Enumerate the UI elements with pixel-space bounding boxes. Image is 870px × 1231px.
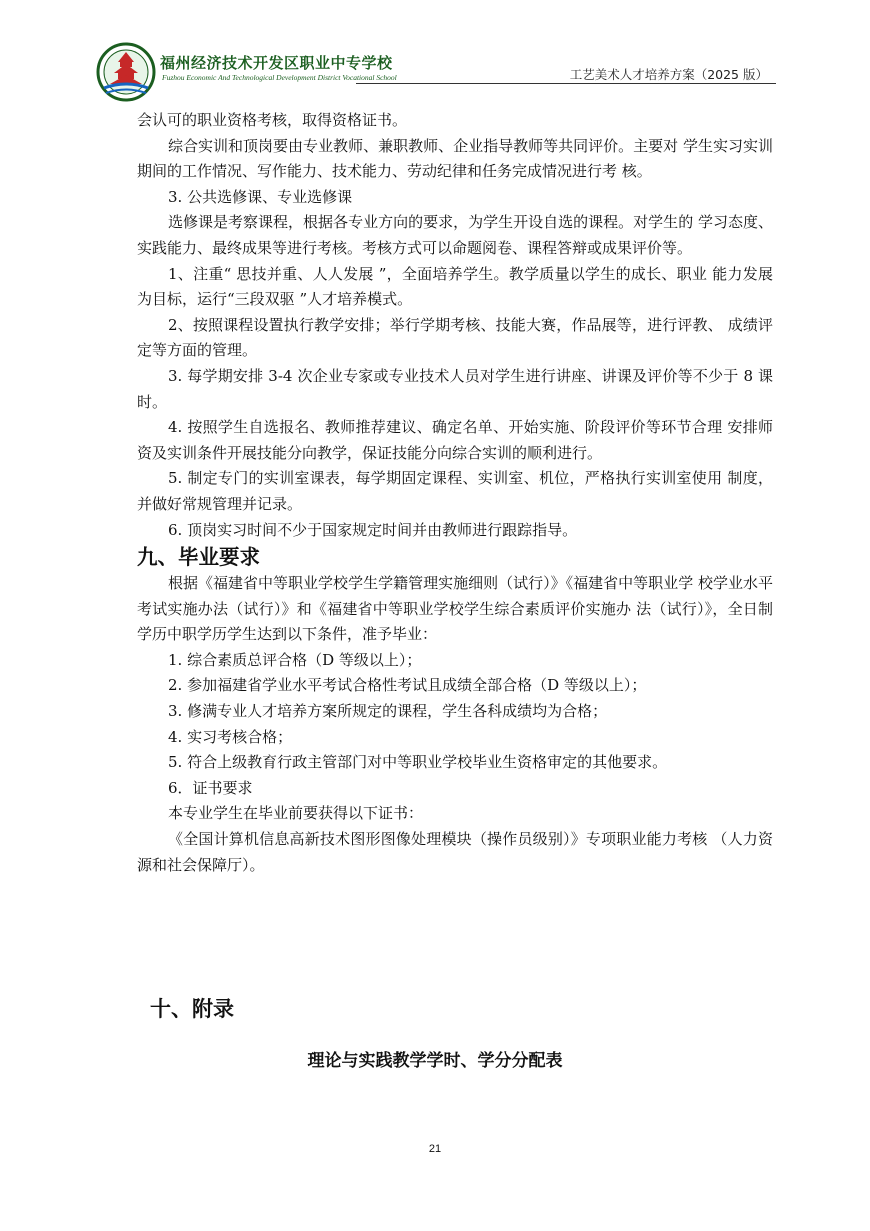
table-title: 理论与实践教学学时、学分分配表	[307, 1051, 563, 1071]
paragraph: 会认可的职业资格考核，取得资格证书。	[137, 111, 408, 129]
paragraph: 6. 顶岗实习时间不少于国家规定时间并由教师进行跟踪指导。	[168, 520, 578, 539]
paragraph: 1、注重“ 思技并重、人人发展 ”，全面培养学生。教学质量以学生的成长、职业 能力发展为目标，运行“三段双驱 ”人才培养模式。	[137, 264, 773, 309]
paragraph: 5. 制定专门的实训室课表，每学期固定课程、实训室、机位，严格执行实训室使用 制度，并做好常规管理并记录。	[137, 469, 773, 513]
page-number: 21	[428, 1143, 442, 1155]
page-body	[137, 108, 773, 878]
list-item: 3. 修满专业人才培养方案所规定的课程，学生各科成绩均为合格；	[168, 702, 608, 721]
list-item: 5. 符合上级教育行政主管部门对中等职业学校毕业生资格审定的其他要求。	[168, 753, 668, 772]
paragraph: 4. 按照学生自选报名、教师推荐建议、确定名单、开始实施、阶段评价等环节合理 安排师资及实训条件开展技能分向教学，保证技能分向综合实训的顺利进行。	[137, 418, 773, 462]
subheading: 6．证书要求	[168, 778, 253, 797]
school-pagoda-logo-icon	[96, 42, 156, 102]
paragraph: 《全国计算机信息高新技术图形图像处理模块（操作员级别）》专项职业能力考核 （人力资源和社会保障厅）。	[137, 830, 773, 874]
header-divider	[356, 83, 776, 84]
list-item: 2. 参加福建省学业水平考试合格性考试且成绩全部合格（D 等级以上）；	[168, 676, 647, 695]
paragraph: 选修课是考察课程，根据各专业方向的要求，为学生开设自选的课程。对学生的 学习态度、实践能力、最终成果等进行考核。考核方式可以命题阅卷、课程答辩或成果评价等。	[137, 213, 773, 257]
subheading: 3. 公共选修课、专业选修课	[168, 187, 353, 206]
paragraph: 3. 每学期安排 3-4 次企业专家或专业技术人员对学生进行讲座、讲课及评价等不少于 8 课时。	[137, 366, 773, 411]
paragraph: 2、按照课程设置执行教学安排；举行学期考核、技能大赛，作品展等，进行评教、 成绩评定等方面的管理。	[137, 315, 773, 360]
school-name-en: Fuzhou Economic And Technological Development District Vocational School	[162, 73, 397, 82]
section-title-appendix: 十、附录	[150, 997, 234, 1021]
paragraph: 综合实训和顶岗要由专业教师、兼职教师、企业指导教师等共同评价。主要对 学生实习实训期间的工作情况、写作能力、技术能力、劳动纪律和任务完成情况进行考 核。	[137, 136, 773, 181]
school-name-cn: 福州经济技术开发区职业中专学校	[160, 54, 393, 72]
paragraph: 根据《福建省中等职业学校学生学籍管理实施细则（试行）》《福建省中等职业学 校学业水平考试实施办法（试行）》和《福建省中等职业学校学生综合素质评价实施办 法（试行）》，全日制学历中职学历学生达到以下条件，准予毕业：	[137, 574, 773, 644]
page-header	[96, 40, 776, 100]
document-title: 工艺美术人才培养方案（2025 版）	[569, 67, 768, 82]
list-item: 1. 综合素质总评合格（D 等级以上）；	[168, 650, 422, 669]
paragraph: 本专业学生在毕业前要获得以下证书：	[168, 804, 424, 823]
section-title-graduation: 九、毕业要求	[137, 545, 260, 570]
list-item: 4. 实习考核合格；	[168, 727, 293, 746]
